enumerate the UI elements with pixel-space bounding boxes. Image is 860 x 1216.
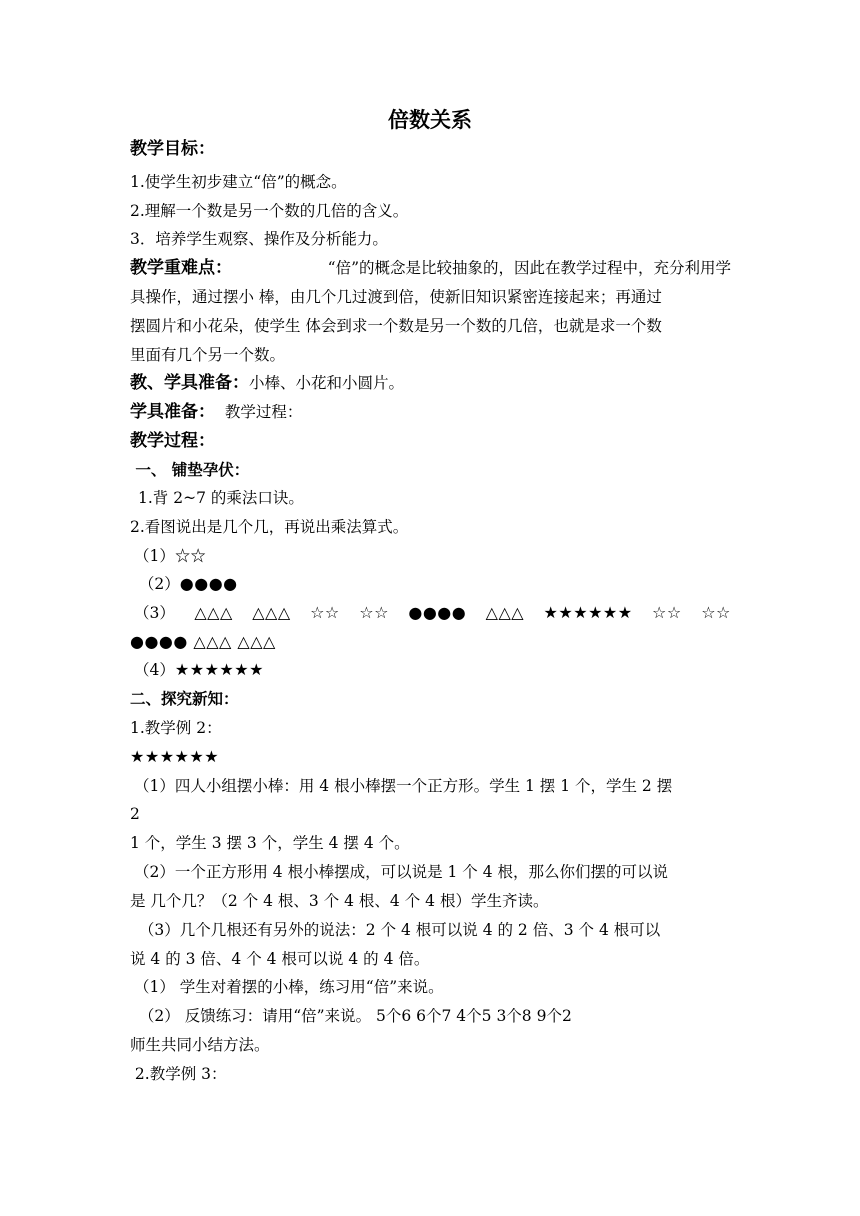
- step-3-line-a: （3）几个几根还有另外的说法：2 个 4 根可以说 4 的 2 倍、3 个 4 根可以: [134, 921, 661, 939]
- pattern-3-label: （3）: [134, 604, 175, 622]
- pattern-3-token: △△△: [252, 603, 291, 622]
- pattern-2-label: （2）: [134, 575, 180, 593]
- difficulty-text-1: “倍”的概念是比较抽象的，因此在教学过程中，充分利用学: [327, 259, 731, 277]
- pattern-3-token: ☆☆: [701, 603, 731, 622]
- pattern-2-symbols: ●●●●: [179, 574, 238, 593]
- pattern-3-token: △△△: [485, 603, 525, 622]
- prep-heading: 教、学具准备：: [130, 373, 249, 393]
- step-1-line-c: 1 个，学生 3 摆 3 个，学生 4 摆 4 个。: [130, 834, 410, 852]
- difficulty-line-2: 具操作，通过摆小 棒，由几个几过渡到倍，使新旧知识紧密连接起来；再通过: [130, 288, 662, 306]
- pattern-3-token: △△△: [194, 603, 233, 622]
- prep2-line: [130, 402, 302, 422]
- pattern-3-token: ★★★★★★: [543, 603, 633, 622]
- prep-text: 小棒、小花和小圆片。: [249, 374, 405, 392]
- difficulty-heading: 教学重难点：: [130, 258, 232, 278]
- pattern-3-token: ☆☆: [652, 603, 682, 622]
- pattern-3-line-1: [134, 603, 731, 623]
- section1-heading: 一、 铺垫孕伏：: [130, 461, 250, 479]
- goal-item-2: 2.理解一个数是另一个数的几倍的含义。: [130, 202, 409, 220]
- step-2-line-a: （2）一个正方形用 4 根小棒摆成，可以说是 1 个 4 根，那么你们摆的可以说: [134, 863, 669, 881]
- goal-item-3: 3．培养学生观察、操作及分析能力。: [130, 230, 388, 248]
- goals-heading: 教学目标：: [130, 139, 215, 159]
- pattern-3-token: ☆☆: [310, 603, 340, 622]
- example-3-label: 2.教学例 3：: [130, 1065, 227, 1083]
- step-2-line-b: 是 几个几？（2 个 4 根、3 个 4 根、4 个 4 根）学生齐读。: [130, 892, 549, 910]
- prep2-heading: 学具准备：: [130, 402, 215, 422]
- difficulty-line-3: 摆圆片和小花朵，使学生 体会到求一个数是另一个数的几倍，也就是求一个数: [130, 317, 662, 335]
- pattern-4-label: （4）: [134, 661, 175, 679]
- section1-item-1: 1.背 2~7 的乘法口诀。: [138, 489, 304, 507]
- page-title: 倍数关系: [388, 108, 472, 132]
- process-heading: 教学过程：: [130, 431, 215, 451]
- step-1-line-a: （1）四人小组摆小棒：用 4 根小棒摆一个正方形。学生 1 摆 1 个，学生 2 摆: [134, 777, 673, 795]
- section1-item-2: 2.看图说出是几个几，再说出乘法算式。: [130, 518, 409, 536]
- pattern-4-symbols: ★★★★★★: [174, 660, 264, 679]
- pattern-1: （1）☆☆: [134, 547, 206, 565]
- example-2-label: 1.教学例 2：: [130, 719, 222, 737]
- summary-line: 师生共同小结方法。: [130, 1036, 270, 1054]
- pattern-4: [134, 660, 264, 680]
- prep-line: [130, 373, 404, 393]
- pattern-3-token: ☆☆: [359, 603, 389, 622]
- difficulty-line-4: 里面有几个另一个数。: [130, 346, 286, 364]
- difficulty-line-1: [130, 258, 731, 278]
- practice-2: （2） 反馈练习：请用“倍”来说。 5个6 6个7 4个5 3个8 9个2: [134, 1007, 572, 1025]
- pattern-2: [134, 574, 238, 594]
- goal-item-1: 1.使学生初步建立“倍”的概念。: [130, 173, 347, 191]
- step-1-line-b: 2: [130, 805, 140, 823]
- pattern-3-line-2: ●●●● △△△ △△△: [130, 632, 276, 651]
- pattern-3-token: ●●●●: [408, 603, 467, 622]
- practice-1: （1） 学生对着摆的小棒，练习用“倍”来说。: [134, 978, 444, 996]
- step-3-line-b: 说 4 的 3 倍、4 个 4 根可以说 4 的 4 倍。: [130, 950, 430, 968]
- prep2-text: 教学过程：: [215, 403, 303, 421]
- stars-row: ★★★★★★: [130, 747, 220, 766]
- section2-heading: 二、探究新知：: [130, 690, 239, 708]
